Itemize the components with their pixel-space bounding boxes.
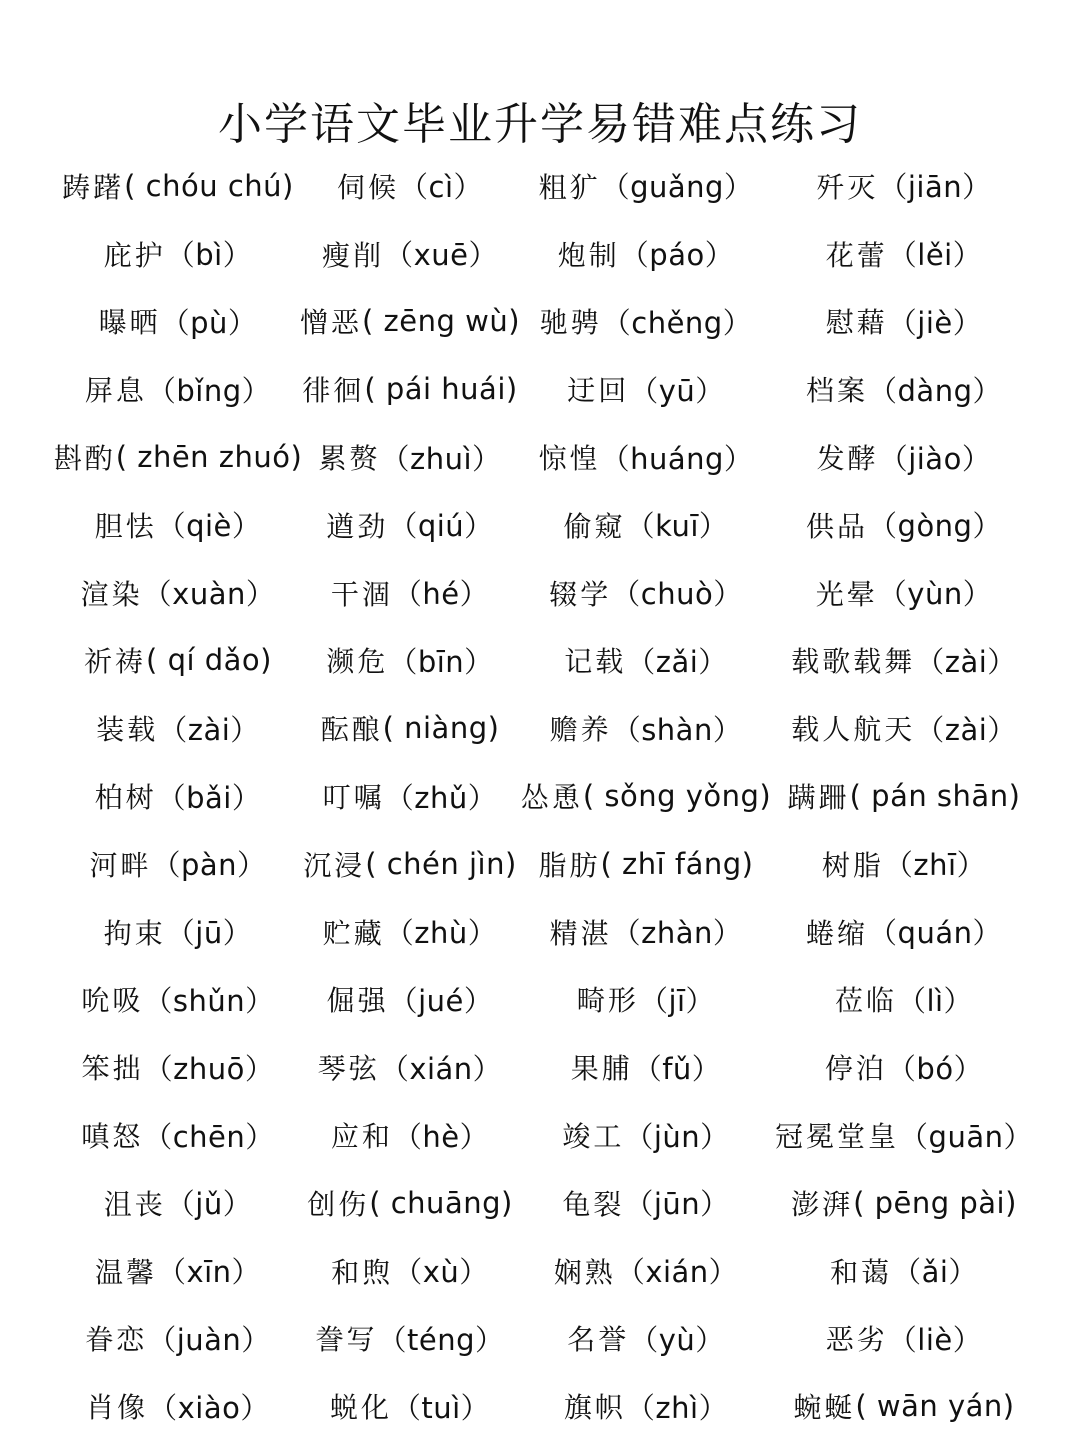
- pinyin-text: （zhī）: [883, 848, 987, 883]
- pinyin-text: ( zhēn zhuó): [115, 440, 303, 475]
- word-text: 渲染: [80, 577, 143, 611]
- pinyin-text: ( sǒng yǒng): [582, 779, 772, 814]
- word-text: 踌躇: [62, 170, 125, 204]
- word-entry: [53, 423, 303, 491]
- pinyin-text: （xián）: [379, 1051, 503, 1086]
- word-text: 笨拙: [81, 1052, 144, 1086]
- word-entry: [766, 627, 1042, 695]
- word-text: 恶劣: [825, 1323, 888, 1357]
- word-entry: [526, 898, 766, 966]
- word-entry: [526, 1169, 766, 1237]
- word-entry: [294, 288, 526, 356]
- pinyin-text: （bó）: [886, 1051, 984, 1086]
- word-entry: [766, 1101, 1042, 1169]
- pinyin-text: （hè）: [392, 1119, 490, 1154]
- pinyin-text: （chěng）: [601, 305, 753, 340]
- pinyin-text: （jué）: [388, 983, 494, 1018]
- pinyin-text: （yù）: [629, 1322, 725, 1357]
- pinyin-text: ( qí dǎo): [146, 643, 272, 678]
- word-text: 誊写: [315, 1323, 378, 1357]
- word-text: 伺候: [336, 170, 399, 204]
- pinyin-text: （lì）: [896, 983, 974, 1018]
- word-text: 贮藏: [322, 916, 385, 950]
- pinyin-text: （bǐng）: [146, 373, 272, 408]
- word-text: 和煦: [331, 1255, 394, 1289]
- pinyin-text: （hé）: [392, 577, 490, 612]
- word-text: 粗犷: [538, 170, 601, 204]
- word-text: 辍学: [549, 577, 612, 611]
- word-entry: [294, 762, 526, 830]
- word-entry: [526, 1305, 766, 1373]
- word-entry: [294, 1305, 526, 1373]
- pinyin-text: （huáng）: [600, 441, 754, 476]
- word-entry: [62, 1372, 294, 1440]
- word-text: 干涸: [330, 577, 393, 611]
- word-text: 赡养: [549, 713, 612, 747]
- pinyin-text: （qiú）: [388, 509, 494, 544]
- word-text: 吮吸: [81, 984, 144, 1018]
- word-entry: [62, 559, 294, 627]
- pinyin-text: （juàn）: [147, 1322, 271, 1357]
- word-entry: [62, 355, 294, 423]
- pinyin-text: （páo）: [619, 238, 735, 273]
- pinyin-text: （xuàn）: [142, 577, 276, 612]
- pinyin-text: （xián）: [615, 1255, 739, 1290]
- word-entry: [520, 762, 772, 830]
- pinyin-text: ( niàng): [382, 711, 500, 746]
- word-text: 光晕: [815, 577, 878, 611]
- pinyin-text: （jiè）: [887, 305, 983, 340]
- word-text: 濒危: [326, 645, 389, 679]
- word-entry: [526, 1237, 766, 1305]
- word-entry: [294, 491, 526, 559]
- word-text: 和蔼: [830, 1255, 893, 1289]
- pinyin-text: （pù）: [160, 305, 258, 340]
- word-text: 蹒跚: [787, 781, 850, 815]
- word-text: 温馨: [94, 1255, 157, 1289]
- word-text: 琴弦: [317, 1052, 380, 1086]
- word-text: 瘦削: [322, 238, 385, 272]
- pinyin-text: （kuī）: [625, 509, 729, 544]
- word-text: 炮制: [557, 238, 620, 272]
- word-text: 怂恿: [520, 781, 583, 815]
- word-text: 歼灭: [816, 170, 879, 204]
- word-text: 畸形: [576, 984, 639, 1018]
- pinyin-text: （pàn）: [151, 848, 267, 883]
- word-entry: [294, 152, 526, 220]
- word-text: 装载: [96, 713, 159, 747]
- word-entry: [766, 966, 1042, 1034]
- word-entry: [294, 1372, 526, 1440]
- word-entry: [62, 1237, 294, 1305]
- pinyin-text: （yùn）: [877, 577, 993, 612]
- word-text: 创伤: [307, 1187, 370, 1221]
- pinyin-text: （chēn）: [143, 1119, 275, 1154]
- word-text: 应和: [330, 1120, 393, 1154]
- word-text: 沮丧: [103, 1187, 166, 1221]
- word-text: 树脂: [821, 848, 884, 882]
- word-text: 驰骋: [539, 306, 602, 340]
- pinyin-text: ( pán shān): [849, 779, 1021, 814]
- pinyin-text: （zhàn）: [611, 916, 743, 951]
- word-text: 沉浸: [303, 848, 366, 882]
- word-entry: [294, 966, 526, 1034]
- word-entry: [62, 288, 294, 356]
- word-entry: [526, 491, 766, 559]
- pinyin-text: （jī）: [638, 983, 716, 1018]
- pinyin-text: ( chóu chú): [124, 168, 294, 203]
- word-text: 停泊: [824, 1052, 887, 1086]
- word-entry: [526, 627, 766, 695]
- pinyin-text: ( chén jìn): [365, 846, 517, 881]
- word-text: 蜿蜒: [793, 1391, 856, 1425]
- word-entry: [766, 1237, 1042, 1305]
- word-entry: [62, 1101, 294, 1169]
- word-entry: [62, 966, 294, 1034]
- word-text: 供品: [806, 509, 869, 543]
- word-entry: [766, 830, 1042, 898]
- word-text: 迂回: [567, 374, 630, 408]
- word-entry: [62, 830, 294, 898]
- word-text: 酝酿: [320, 713, 383, 747]
- pinyin-text: （xuē）: [384, 238, 498, 273]
- word-entry: [294, 1101, 526, 1169]
- word-text: 倔强: [326, 984, 389, 1018]
- pinyin-text: （zài）: [915, 644, 1017, 679]
- word-entry: [62, 1305, 294, 1373]
- word-entry: [766, 220, 1042, 288]
- pinyin-text: （téng）: [377, 1322, 505, 1357]
- pinyin-text: （quán）: [868, 916, 1002, 951]
- pinyin-text: （jùn）: [624, 1119, 730, 1154]
- word-text: 精湛: [549, 916, 612, 950]
- word-text: 龟裂: [562, 1187, 625, 1221]
- word-text: 肖像: [86, 1391, 149, 1425]
- word-entry: [526, 1372, 766, 1440]
- pinyin-text: （guān）: [899, 1119, 1033, 1154]
- pinyin-text: （jūn）: [624, 1187, 730, 1222]
- word-entry: [294, 627, 526, 695]
- pinyin-text: （jiào）: [878, 441, 992, 476]
- pinyin-text: （qiè）: [156, 509, 262, 544]
- word-entry: [766, 355, 1042, 423]
- pinyin-text: （xīn）: [156, 1255, 262, 1290]
- word-text: 屏息: [84, 374, 147, 408]
- word-entry: [62, 152, 294, 220]
- word-text: 莅临: [834, 984, 897, 1018]
- word-entry: [294, 898, 526, 966]
- word-entry: [526, 355, 766, 423]
- pinyin-text: ( zhī fáng): [600, 846, 754, 881]
- word-entry: [62, 898, 294, 966]
- pinyin-text: （bǎi）: [156, 780, 262, 815]
- word-entry: [766, 1033, 1042, 1101]
- word-entry: [294, 559, 526, 627]
- pinyin-text: （ǎi）: [892, 1255, 978, 1290]
- word-text: 旗帜: [563, 1391, 626, 1425]
- word-entry: [62, 1169, 294, 1237]
- word-entry: [766, 152, 1042, 220]
- word-entry: [766, 559, 1042, 627]
- word-text: 竣工: [562, 1120, 625, 1154]
- word-entry: [766, 1372, 1042, 1440]
- word-text: 名誉: [567, 1323, 630, 1357]
- word-text: 档案: [806, 374, 869, 408]
- word-entry: [62, 220, 294, 288]
- word-entry: [766, 898, 1042, 966]
- word-entry: [766, 1305, 1042, 1373]
- pinyin-text: （bīn）: [388, 644, 494, 679]
- pinyin-text: （bì）: [165, 238, 253, 273]
- word-entry: [526, 152, 766, 220]
- pinyin-text: （xiào）: [148, 1390, 270, 1425]
- pinyin-text: （zài）: [915, 712, 1017, 747]
- word-text: 载人航天: [791, 713, 916, 747]
- word-text: 曝晒: [98, 306, 161, 340]
- word-entry: [766, 423, 1042, 491]
- pinyin-text: （gòng）: [868, 509, 1002, 544]
- word-entry: [62, 627, 294, 695]
- word-text: 河畔: [89, 848, 152, 882]
- word-entry: [526, 966, 766, 1034]
- pinyin-text: ( wān yán): [855, 1389, 1015, 1424]
- word-text: 庇护: [103, 238, 166, 272]
- word-entry: [526, 288, 766, 356]
- word-text: 祈祷: [84, 645, 147, 679]
- word-text: 嗔怒: [81, 1120, 144, 1154]
- word-text: 蜕化: [329, 1391, 392, 1425]
- pinyin-text: （yū）: [629, 373, 725, 408]
- word-entry: [294, 1169, 526, 1237]
- pinyin-text: （zài）: [158, 712, 260, 747]
- word-entry: [294, 1237, 526, 1305]
- word-entry: [526, 220, 766, 288]
- word-text: 柏树: [94, 781, 157, 815]
- pinyin-text: （tuì）: [391, 1390, 491, 1425]
- pinyin-text: （chuò）: [611, 577, 743, 612]
- word-text: 慰藉: [825, 306, 888, 340]
- pinyin-text: ( pái huái): [364, 372, 518, 407]
- word-entry: [526, 423, 766, 491]
- word-entry: [766, 762, 1042, 830]
- word-text: 果脯: [570, 1052, 633, 1086]
- pinyin-text: （jū）: [165, 916, 253, 951]
- word-text: 花蕾: [825, 238, 888, 272]
- word-text: 记载: [564, 645, 627, 679]
- word-text: 累赘: [318, 442, 381, 476]
- pinyin-text: （dàng）: [868, 373, 1002, 408]
- word-text: 遒劲: [326, 509, 389, 543]
- pinyin-text: （cì）: [399, 170, 484, 205]
- word-entry: [294, 355, 526, 423]
- word-text: 徘徊: [302, 374, 365, 408]
- pinyin-text: （zhù）: [384, 916, 498, 951]
- pinyin-text: （zhuì）: [380, 441, 502, 476]
- word-entry: [526, 1101, 766, 1169]
- word-text: 眷恋: [85, 1323, 148, 1357]
- word-entry: [62, 1033, 294, 1101]
- word-entry: [62, 491, 294, 559]
- word-entry: [62, 762, 294, 830]
- word-text: 冠冕堂皇: [775, 1120, 900, 1154]
- pinyin-text: （xù）: [393, 1255, 489, 1290]
- pinyin-text: （shàn）: [611, 712, 743, 747]
- word-text: 娴熟: [553, 1255, 616, 1289]
- pinyin-text: ( pēng pài): [853, 1185, 1017, 1220]
- pinyin-text: （zhuō）: [143, 1051, 275, 1086]
- word-entry: [766, 1169, 1042, 1237]
- pinyin-text: ( chuāng): [369, 1185, 513, 1220]
- word-text: 惊惶: [538, 442, 601, 476]
- word-text: 斟酌: [53, 442, 116, 476]
- word-text: 蜷缩: [806, 916, 869, 950]
- word-entry: [294, 830, 526, 898]
- pinyin-text: （lěi）: [887, 238, 983, 273]
- pinyin-text: （jiān）: [878, 170, 992, 205]
- pinyin-text: （zǎi）: [626, 644, 728, 679]
- pinyin-text: （jǔ）: [165, 1187, 253, 1222]
- word-text: 脂肪: [538, 848, 601, 882]
- word-text: 拘束: [103, 916, 166, 950]
- word-entry: [526, 559, 766, 627]
- word-text: 澎湃: [791, 1187, 854, 1221]
- pinyin-text: （shǔn）: [143, 983, 275, 1018]
- pinyin-text: （guǎng）: [600, 170, 754, 205]
- word-text: 胆怯: [94, 509, 157, 543]
- word-grid: [53, 152, 1042, 1440]
- word-entry: [294, 423, 526, 491]
- word-entry: [526, 830, 766, 898]
- word-text: 载歌载舞: [791, 645, 916, 679]
- word-entry: [526, 694, 766, 762]
- word-text: 叮嘱: [322, 781, 385, 815]
- pinyin-text: （zhǔ）: [384, 780, 498, 815]
- word-text: 偷窥: [563, 509, 626, 543]
- page-title: 小学语文毕业升学易错难点练习: [218, 99, 862, 150]
- word-entry: [766, 694, 1042, 762]
- word-text: 发酵: [816, 442, 879, 476]
- word-entry: [294, 694, 526, 762]
- word-entry: [766, 491, 1042, 559]
- word-entry: [526, 1033, 766, 1101]
- pinyin-text: （zhì）: [625, 1390, 729, 1425]
- word-entry: [766, 288, 1042, 356]
- pinyin-text: ( zēng wù): [362, 304, 521, 339]
- word-entry: [62, 694, 294, 762]
- word-entry: [294, 220, 526, 288]
- word-entry: [294, 1033, 526, 1101]
- pinyin-text: （liè）: [887, 1322, 983, 1357]
- word-text: 憎恶: [299, 306, 362, 340]
- pinyin-text: （fǔ）: [632, 1051, 722, 1086]
